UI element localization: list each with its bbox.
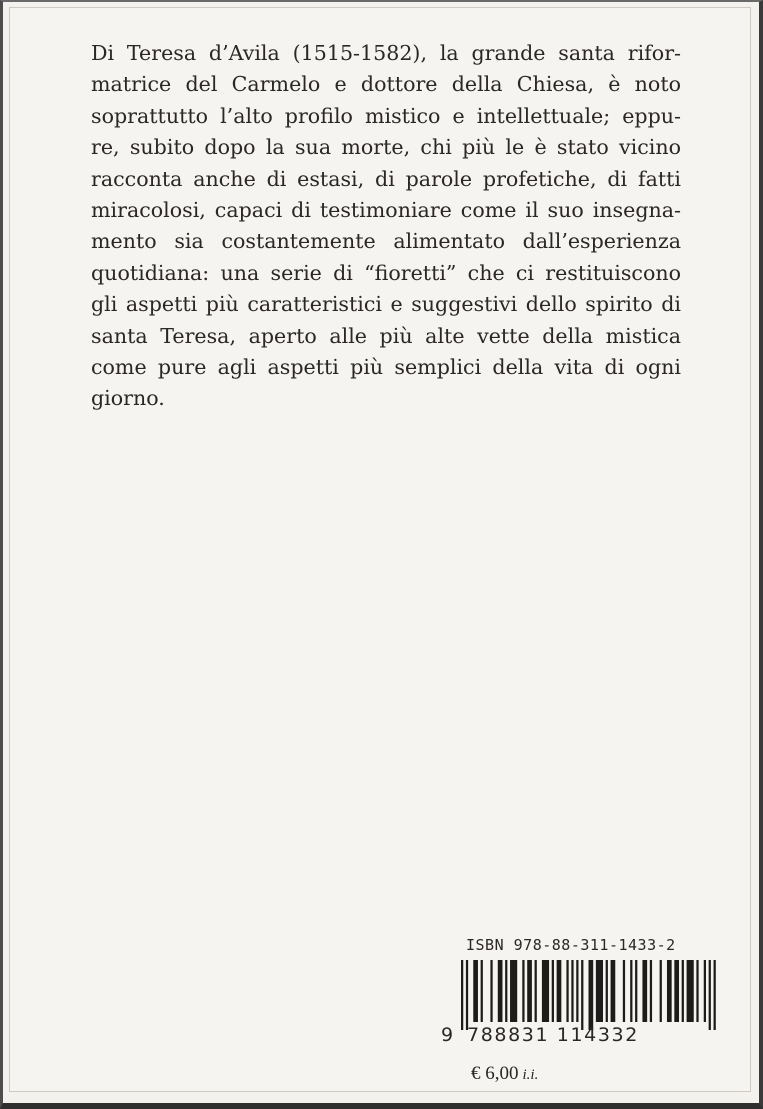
barcode-bar (473, 960, 478, 1022)
isbn-label: ISBN 978-88-311-1433-2 (466, 936, 676, 954)
blurb-line: Di Teresa d’Avila (1515-1582), la grande santa rifor- (91, 41, 681, 65)
barcode-bar (542, 960, 549, 1022)
barcode-first-digit: 9 (441, 1024, 454, 1046)
blurb-line: giorno. (91, 386, 165, 411)
barcode-bar (505, 960, 507, 1022)
barcode-bar (581, 960, 583, 1030)
barcode-number: 788831 114332 (467, 1024, 639, 1046)
barcode-bar (566, 960, 568, 1022)
blurb-line: come pure agli aspetti più semplici della vita di ogni (91, 355, 681, 380)
barcode-bar (650, 960, 652, 1022)
barcode-bar (674, 960, 679, 1022)
barcode-bar (510, 960, 517, 1022)
barcode-bar (611, 960, 616, 1022)
blurb-line: santa Teresa, aperto alle più alte vette della mistica (91, 323, 681, 348)
blurb-line: racconta anche di estasi, di parole profetiche, di fatti (91, 166, 681, 191)
price (471, 1063, 538, 1085)
price-suffix: i.i. (522, 1067, 539, 1083)
barcode-bar (687, 960, 694, 1022)
barcode-bar (535, 960, 537, 1022)
barcode-bar (709, 960, 711, 1030)
blurb-line: mento sia costantemente alimentato dall’esperienza (91, 229, 681, 254)
barcode-bar (589, 960, 594, 1030)
barcode-bar (557, 960, 562, 1022)
blurb-line: soprattutto l’alto profilo mistico e intellettuale; eppu- (91, 103, 681, 128)
barcode-bar (696, 960, 698, 1022)
blurb-line: matrice del Carmelo e dottore della Chiesa, è noto (91, 72, 681, 97)
barcode-bar (527, 960, 532, 1022)
barcode-bar (635, 960, 637, 1022)
blurb-text (91, 38, 681, 415)
barcode-bar (660, 960, 662, 1022)
barcode-bar (571, 960, 573, 1022)
barcode-bar (552, 960, 554, 1022)
barcode-bar (704, 960, 706, 1022)
blurb-line: quotidiana: una serie di “fioretti” che ci restituiscono (91, 260, 681, 285)
barcode-bar (490, 960, 492, 1022)
blurb-line: miracolosi, capaci di testimoniare come il suo insegna- (91, 198, 681, 223)
blurb-line: re, subito dopo la sua morte, chi più le è stato vicino (91, 135, 681, 160)
barcode (461, 960, 716, 1030)
barcode-bar (466, 960, 468, 1030)
barcode-bar (714, 960, 716, 1030)
barcode-bar (642, 960, 647, 1022)
barcode-bar (522, 960, 524, 1022)
barcode-bar (623, 960, 625, 1022)
barcode-bar (576, 960, 578, 1022)
barcode-bar (630, 960, 632, 1022)
barcode-bar (481, 960, 483, 1022)
barcode-bar (498, 960, 503, 1022)
barcode-bar (682, 960, 684, 1022)
barcode-bar (461, 960, 463, 1030)
blurb-line: gli aspetti più caratteristici e suggestivi dello spirito di (91, 292, 681, 317)
barcode-bar (667, 960, 672, 1022)
price-value: € 6,00 (471, 1063, 519, 1084)
barcode-bar (596, 960, 603, 1022)
barcode-bar (606, 960, 608, 1022)
